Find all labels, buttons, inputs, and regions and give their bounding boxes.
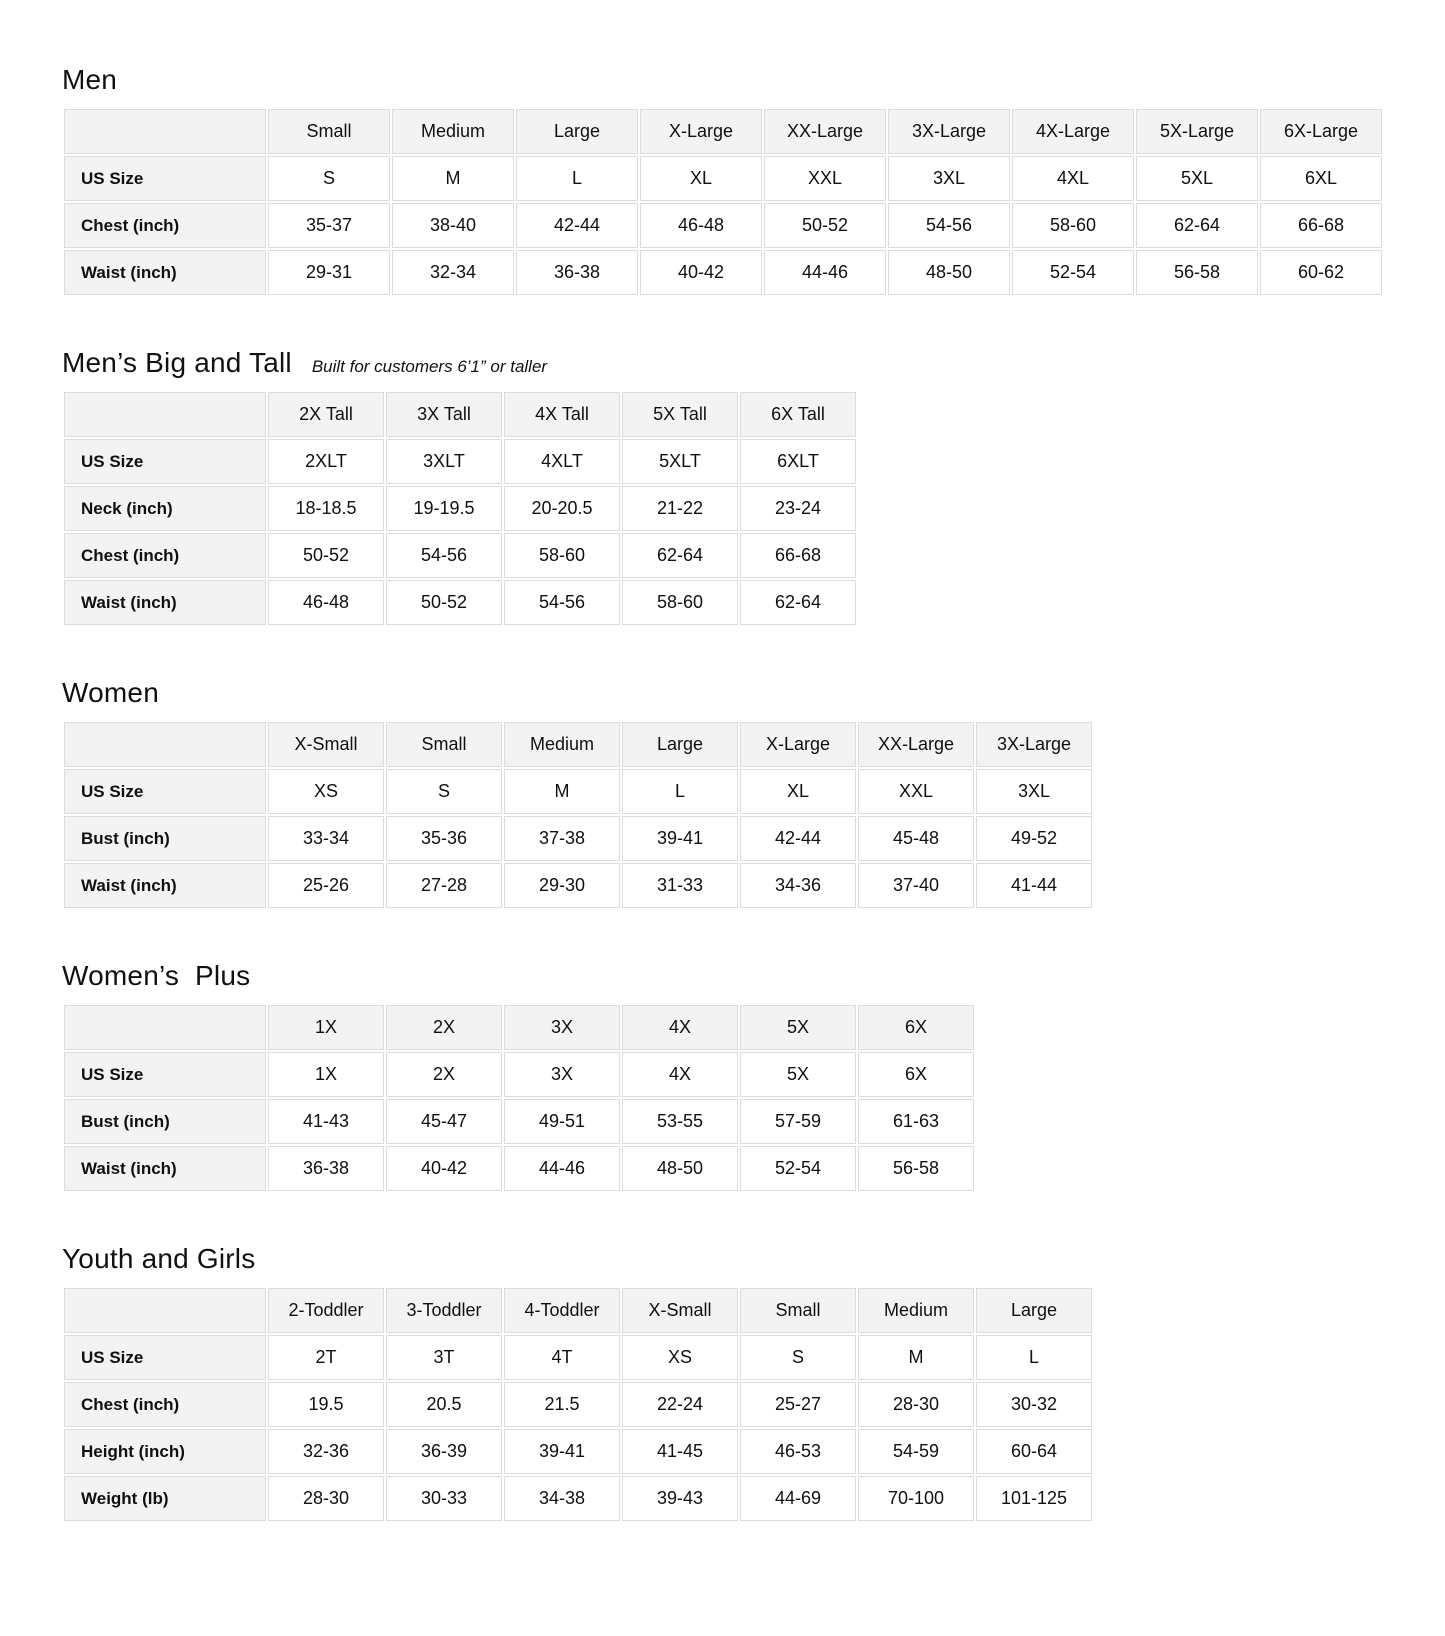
value-cell: 3XL bbox=[976, 769, 1092, 814]
value-cell: 34-38 bbox=[504, 1476, 620, 1521]
section-subtitle: Built for customers 6’1” or taller bbox=[311, 357, 548, 376]
value-cell: 6XLT bbox=[740, 439, 856, 484]
column-header: X-Large bbox=[640, 109, 762, 154]
value-cell: 27-28 bbox=[386, 863, 502, 908]
header-row bbox=[64, 392, 856, 437]
column-header: 4X-Large bbox=[1012, 109, 1134, 154]
value-cell: 62-64 bbox=[622, 533, 738, 578]
value-cell: 39-43 bbox=[622, 1476, 738, 1521]
value-cell: 42-44 bbox=[516, 203, 638, 248]
column-header: 4-Toddler bbox=[504, 1288, 620, 1333]
section-title: Men bbox=[62, 64, 118, 95]
value-cell: 70-100 bbox=[858, 1476, 974, 1521]
value-cell: M bbox=[504, 769, 620, 814]
table-row bbox=[64, 816, 1092, 861]
table-row bbox=[64, 1382, 1092, 1427]
value-cell: L bbox=[516, 156, 638, 201]
table-row bbox=[64, 1052, 974, 1097]
value-cell: 28-30 bbox=[858, 1382, 974, 1427]
column-header: X-Small bbox=[268, 722, 384, 767]
value-cell: 54-56 bbox=[504, 580, 620, 625]
section-title: Women bbox=[62, 677, 159, 708]
row-label: US Size bbox=[64, 769, 266, 814]
value-cell: L bbox=[622, 769, 738, 814]
header-row bbox=[64, 1288, 1092, 1333]
column-header: 5X bbox=[740, 1005, 856, 1050]
section-mens-big-and-tall bbox=[62, 347, 1415, 627]
value-cell: 52-54 bbox=[1012, 250, 1134, 295]
table-row bbox=[64, 580, 856, 625]
size-table-women bbox=[62, 720, 1094, 910]
column-header: 6X-Large bbox=[1260, 109, 1382, 154]
table-row bbox=[64, 439, 856, 484]
row-label: Chest (inch) bbox=[64, 203, 266, 248]
value-cell: 46-48 bbox=[268, 580, 384, 625]
corner-cell bbox=[64, 392, 266, 437]
size-table-men bbox=[62, 107, 1384, 297]
corner-cell bbox=[64, 1005, 266, 1050]
value-cell: 3XLT bbox=[386, 439, 502, 484]
value-cell: 41-43 bbox=[268, 1099, 384, 1144]
value-cell: 3T bbox=[386, 1335, 502, 1380]
value-cell: 60-62 bbox=[1260, 250, 1382, 295]
section-heading bbox=[62, 1243, 1415, 1275]
value-cell: 29-31 bbox=[268, 250, 390, 295]
value-cell: XL bbox=[740, 769, 856, 814]
value-cell: 62-64 bbox=[1136, 203, 1258, 248]
value-cell: 56-58 bbox=[858, 1146, 974, 1191]
value-cell: S bbox=[386, 769, 502, 814]
section-heading bbox=[62, 347, 1415, 379]
section-heading bbox=[62, 64, 1415, 96]
column-header: 2X bbox=[386, 1005, 502, 1050]
value-cell: S bbox=[268, 156, 390, 201]
row-label: Waist (inch) bbox=[64, 1146, 266, 1191]
column-header: Small bbox=[740, 1288, 856, 1333]
row-label: US Size bbox=[64, 156, 266, 201]
value-cell: 36-39 bbox=[386, 1429, 502, 1474]
value-cell: 4XLT bbox=[504, 439, 620, 484]
header-row bbox=[64, 722, 1092, 767]
corner-cell bbox=[64, 109, 266, 154]
column-header: 5X Tall bbox=[622, 392, 738, 437]
value-cell: 44-46 bbox=[504, 1146, 620, 1191]
value-cell: 3XL bbox=[888, 156, 1010, 201]
column-header: Medium bbox=[858, 1288, 974, 1333]
column-header: X-Small bbox=[622, 1288, 738, 1333]
value-cell: 36-38 bbox=[268, 1146, 384, 1191]
value-cell: 57-59 bbox=[740, 1099, 856, 1144]
value-cell: 25-27 bbox=[740, 1382, 856, 1427]
value-cell: 40-42 bbox=[386, 1146, 502, 1191]
column-header: X-Large bbox=[740, 722, 856, 767]
table-row bbox=[64, 486, 856, 531]
value-cell: 46-53 bbox=[740, 1429, 856, 1474]
value-cell: 44-46 bbox=[764, 250, 886, 295]
column-header: 3X Tall bbox=[386, 392, 502, 437]
value-cell: 18-18.5 bbox=[268, 486, 384, 531]
value-cell: 35-37 bbox=[268, 203, 390, 248]
value-cell: 21-22 bbox=[622, 486, 738, 531]
value-cell: 4XL bbox=[1012, 156, 1134, 201]
value-cell: 58-60 bbox=[1012, 203, 1134, 248]
value-cell: 2XLT bbox=[268, 439, 384, 484]
value-cell: 45-48 bbox=[858, 816, 974, 861]
section-title: Youth and Girls bbox=[62, 1243, 256, 1274]
size-table-youth-and-girls bbox=[62, 1286, 1094, 1523]
value-cell: 31-33 bbox=[622, 863, 738, 908]
column-header: 3X bbox=[504, 1005, 620, 1050]
table-row bbox=[64, 1335, 1092, 1380]
value-cell: XS bbox=[622, 1335, 738, 1380]
value-cell: M bbox=[392, 156, 514, 201]
value-cell: 33-34 bbox=[268, 816, 384, 861]
row-label: US Size bbox=[64, 1335, 266, 1380]
value-cell: 54-56 bbox=[386, 533, 502, 578]
table-row bbox=[64, 1099, 974, 1144]
column-header: Large bbox=[622, 722, 738, 767]
value-cell: 32-34 bbox=[392, 250, 514, 295]
table-row bbox=[64, 1476, 1092, 1521]
value-cell: 36-38 bbox=[516, 250, 638, 295]
value-cell: 54-56 bbox=[888, 203, 1010, 248]
value-cell: 30-33 bbox=[386, 1476, 502, 1521]
value-cell: 2X bbox=[386, 1052, 502, 1097]
table-row bbox=[64, 1429, 1092, 1474]
value-cell: 37-40 bbox=[858, 863, 974, 908]
value-cell: 22-24 bbox=[622, 1382, 738, 1427]
table-row bbox=[64, 250, 1382, 295]
value-cell: 5X bbox=[740, 1052, 856, 1097]
value-cell: 39-41 bbox=[504, 1429, 620, 1474]
corner-cell bbox=[64, 722, 266, 767]
column-header: 3-Toddler bbox=[386, 1288, 502, 1333]
value-cell: 4T bbox=[504, 1335, 620, 1380]
value-cell: XL bbox=[640, 156, 762, 201]
row-label: Height (inch) bbox=[64, 1429, 266, 1474]
header-row bbox=[64, 1005, 974, 1050]
table-row bbox=[64, 156, 1382, 201]
table-row bbox=[64, 863, 1092, 908]
column-header: 2X Tall bbox=[268, 392, 384, 437]
value-cell: 66-68 bbox=[1260, 203, 1382, 248]
value-cell: 30-32 bbox=[976, 1382, 1092, 1427]
value-cell: 60-64 bbox=[976, 1429, 1092, 1474]
value-cell: 101-125 bbox=[976, 1476, 1092, 1521]
value-cell: 49-52 bbox=[976, 816, 1092, 861]
section-men bbox=[62, 64, 1415, 297]
value-cell: 58-60 bbox=[622, 580, 738, 625]
header-row bbox=[64, 109, 1382, 154]
value-cell: 50-52 bbox=[386, 580, 502, 625]
row-label: Chest (inch) bbox=[64, 533, 266, 578]
row-label: US Size bbox=[64, 439, 266, 484]
value-cell: 20.5 bbox=[386, 1382, 502, 1427]
value-cell: 49-51 bbox=[504, 1099, 620, 1144]
value-cell: 61-63 bbox=[858, 1099, 974, 1144]
value-cell: 66-68 bbox=[740, 533, 856, 578]
column-header: Large bbox=[516, 109, 638, 154]
value-cell: 48-50 bbox=[622, 1146, 738, 1191]
row-label: Waist (inch) bbox=[64, 250, 266, 295]
value-cell: 38-40 bbox=[392, 203, 514, 248]
column-header: Medium bbox=[504, 722, 620, 767]
corner-cell bbox=[64, 1288, 266, 1333]
value-cell: 50-52 bbox=[764, 203, 886, 248]
column-header: 6X Tall bbox=[740, 392, 856, 437]
value-cell: 53-55 bbox=[622, 1099, 738, 1144]
size-table-womens-plus bbox=[62, 1003, 976, 1193]
value-cell: 42-44 bbox=[740, 816, 856, 861]
column-header: 1X bbox=[268, 1005, 384, 1050]
value-cell: 41-45 bbox=[622, 1429, 738, 1474]
value-cell: 62-64 bbox=[740, 580, 856, 625]
column-header: 4X bbox=[622, 1005, 738, 1050]
table-row bbox=[64, 533, 856, 578]
row-label: Bust (inch) bbox=[64, 816, 266, 861]
value-cell: 6X bbox=[858, 1052, 974, 1097]
value-cell: XXL bbox=[764, 156, 886, 201]
size-table-mens-big-and-tall bbox=[62, 390, 858, 627]
column-header: 5X-Large bbox=[1136, 109, 1258, 154]
section-title: Men’s Big and Tall bbox=[62, 347, 292, 378]
value-cell: 19.5 bbox=[268, 1382, 384, 1427]
value-cell: 50-52 bbox=[268, 533, 384, 578]
column-header: Small bbox=[268, 109, 390, 154]
value-cell: 29-30 bbox=[504, 863, 620, 908]
value-cell: 28-30 bbox=[268, 1476, 384, 1521]
column-header: 2-Toddler bbox=[268, 1288, 384, 1333]
column-header: 3X-Large bbox=[976, 722, 1092, 767]
value-cell: L bbox=[976, 1335, 1092, 1380]
section-heading bbox=[62, 677, 1415, 709]
value-cell: 20-20.5 bbox=[504, 486, 620, 531]
value-cell: 56-58 bbox=[1136, 250, 1258, 295]
value-cell: 44-69 bbox=[740, 1476, 856, 1521]
value-cell: 40-42 bbox=[640, 250, 762, 295]
value-cell: 52-54 bbox=[740, 1146, 856, 1191]
row-label: Chest (inch) bbox=[64, 1382, 266, 1427]
size-chart-page bbox=[62, 64, 1415, 1523]
row-label: Weight (lb) bbox=[64, 1476, 266, 1521]
value-cell: 58-60 bbox=[504, 533, 620, 578]
value-cell: 37-38 bbox=[504, 816, 620, 861]
value-cell: 45-47 bbox=[386, 1099, 502, 1144]
column-header: Large bbox=[976, 1288, 1092, 1333]
column-header: Small bbox=[386, 722, 502, 767]
row-label: Bust (inch) bbox=[64, 1099, 266, 1144]
value-cell: 19-19.5 bbox=[386, 486, 502, 531]
column-header: Medium bbox=[392, 109, 514, 154]
value-cell: 25-26 bbox=[268, 863, 384, 908]
value-cell: 23-24 bbox=[740, 486, 856, 531]
row-label: Waist (inch) bbox=[64, 580, 266, 625]
section-womens-plus bbox=[62, 960, 1415, 1193]
value-cell: 21.5 bbox=[504, 1382, 620, 1427]
value-cell: 41-44 bbox=[976, 863, 1092, 908]
section-heading bbox=[62, 960, 1415, 992]
table-row bbox=[64, 769, 1092, 814]
value-cell: 35-36 bbox=[386, 816, 502, 861]
value-cell: S bbox=[740, 1335, 856, 1380]
column-header: XX-Large bbox=[858, 722, 974, 767]
section-title: Women’s Plus bbox=[62, 960, 251, 991]
value-cell: 32-36 bbox=[268, 1429, 384, 1474]
table-row bbox=[64, 1146, 974, 1191]
section-women bbox=[62, 677, 1415, 910]
column-header: XX-Large bbox=[764, 109, 886, 154]
value-cell: 2T bbox=[268, 1335, 384, 1380]
row-label: US Size bbox=[64, 1052, 266, 1097]
value-cell: 3X bbox=[504, 1052, 620, 1097]
value-cell: 48-50 bbox=[888, 250, 1010, 295]
value-cell: 5XL bbox=[1136, 156, 1258, 201]
column-header: 4X Tall bbox=[504, 392, 620, 437]
value-cell: XXL bbox=[858, 769, 974, 814]
column-header: 6X bbox=[858, 1005, 974, 1050]
row-label: Neck (inch) bbox=[64, 486, 266, 531]
value-cell: 5XLT bbox=[622, 439, 738, 484]
value-cell: 1X bbox=[268, 1052, 384, 1097]
section-youth-and-girls bbox=[62, 1243, 1415, 1523]
column-header: 3X-Large bbox=[888, 109, 1010, 154]
value-cell: XS bbox=[268, 769, 384, 814]
value-cell: 4X bbox=[622, 1052, 738, 1097]
value-cell: 46-48 bbox=[640, 203, 762, 248]
value-cell: 54-59 bbox=[858, 1429, 974, 1474]
table-row bbox=[64, 203, 1382, 248]
value-cell: M bbox=[858, 1335, 974, 1380]
value-cell: 34-36 bbox=[740, 863, 856, 908]
value-cell: 6XL bbox=[1260, 156, 1382, 201]
row-label: Waist (inch) bbox=[64, 863, 266, 908]
value-cell: 39-41 bbox=[622, 816, 738, 861]
